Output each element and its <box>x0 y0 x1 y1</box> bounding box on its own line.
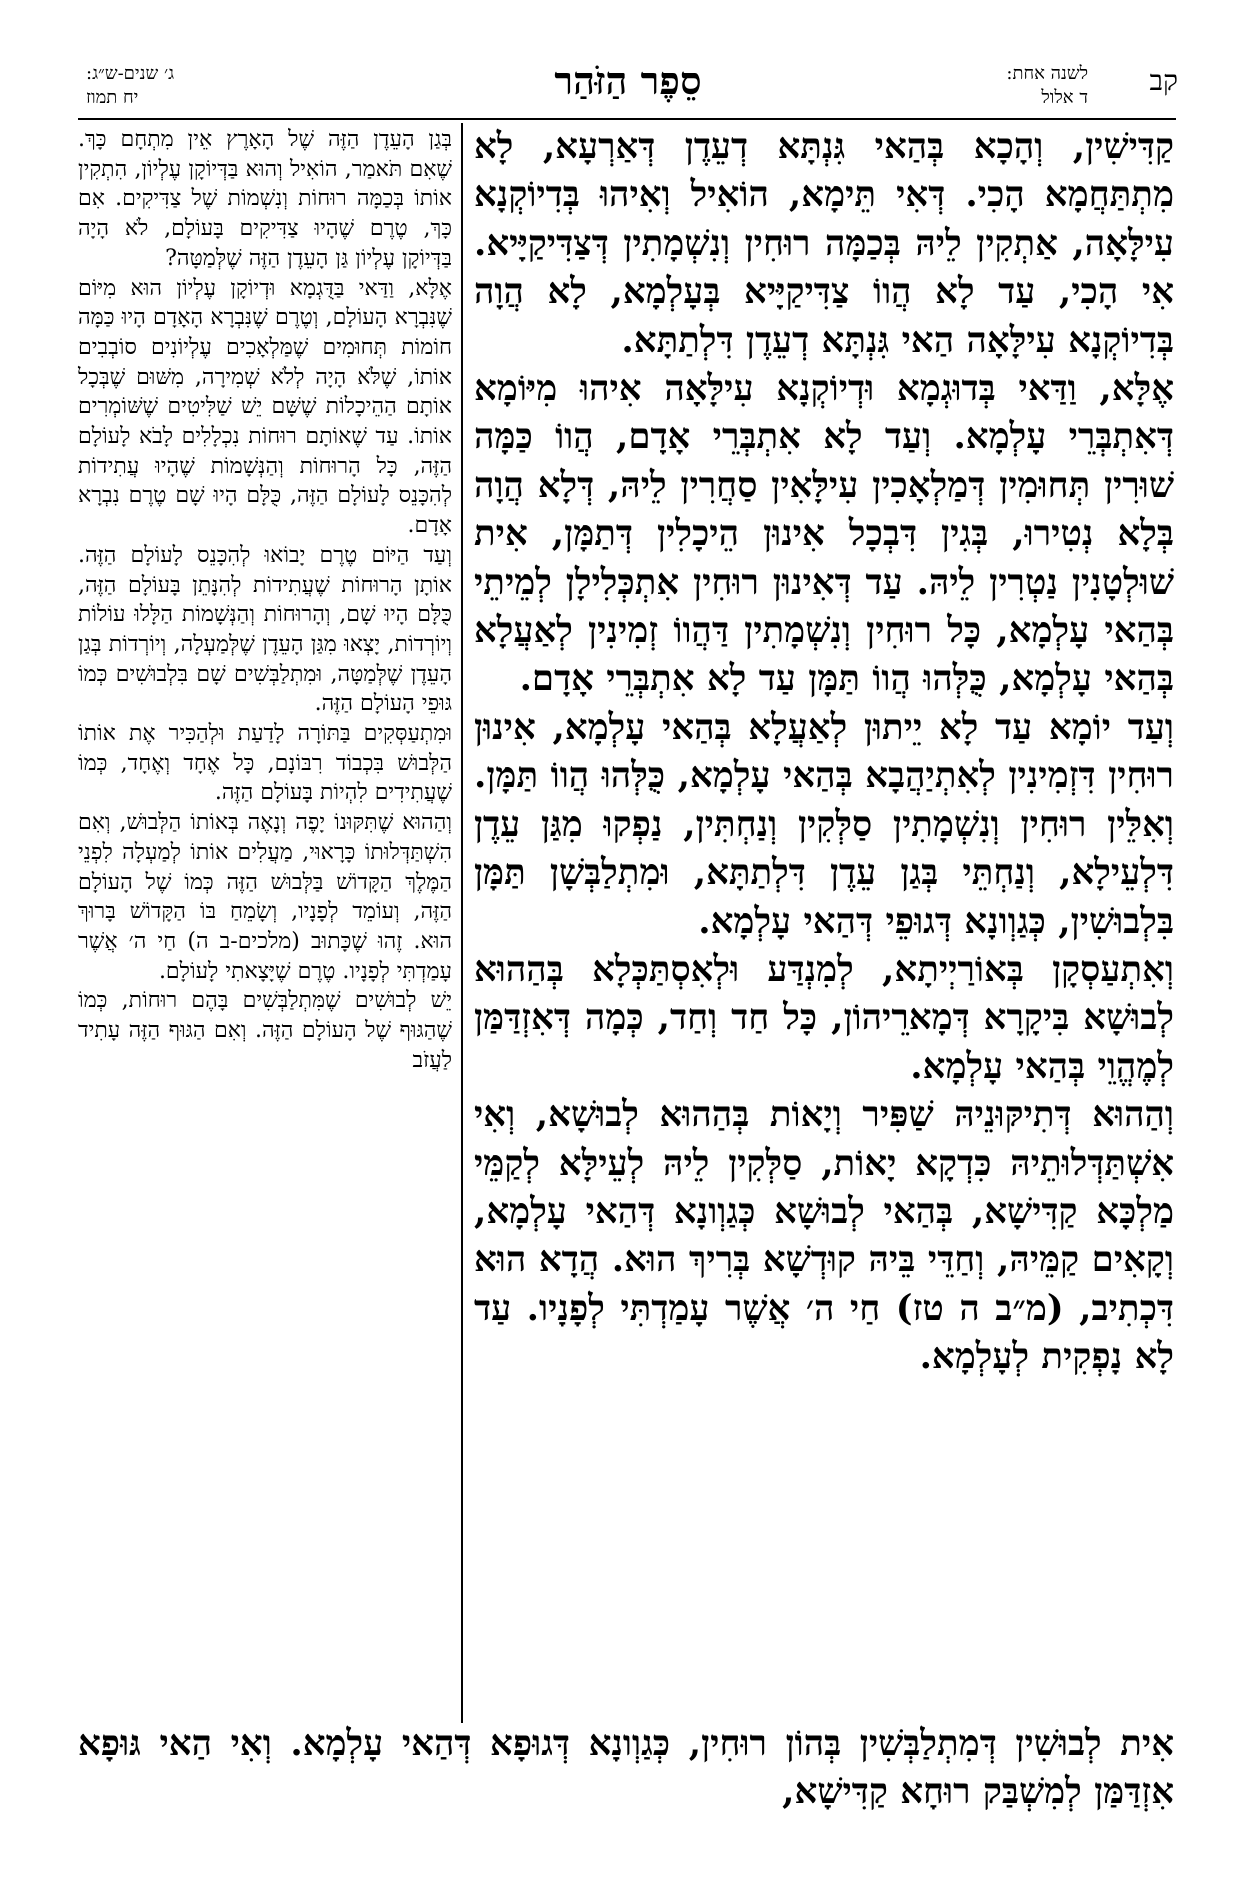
commentary-paragraph: אֶלָּא, וַדַּאי בַּדֻּגְמָא וּדְיוֹקָן עֶלְיוֹן הוּא מִיּוֹם שֶׁנִּבְרָא הָעוֹלָם, וְטֶרֶם שֶׁנִּבְרָא הָאָדָם הָיוּ כַּמָּה חוֹמוֹת תְּחוּמִים שֶׁמַּלְאָכִים עֶלְיוֹנִים סוֹבְבִים אוֹתוֹ, שֶׁלֹּא הָיָה לְלֹא שְׁמִירָה, מִשּׁוּם שֶׁבְּכָל אוֹתָם הַהֵיכָלוֹת שֶׁשָּׁם יֵשׁ שַׁלִּיטִים שֶׁשּׁוֹמְרִים אוֹתוֹ. עַד שֶׁאוֹתָם רוּחוֹת נִכְלָלִים לָבֹא לָעוֹלָם הַזֶּה, כָּל הָרוּחוֹת וְהַנְּשָׁמוֹת שֶׁהָיוּ עֲתִידוֹת לְהִכָּנֵס לָעוֹלָם הַזֶּה, כֻּלָּם הָיוּ שָׁם טֶרֶם נִבְרָא אָדָם. <box>78 275 452 539</box>
running-header <box>78 60 1178 122</box>
book-title: סֵפֶר הַזֹּהַר <box>554 58 702 103</box>
commentary-paragraph: וְעַד הַיּוֹם טֶרֶם יָבוֹאוּ לְהִכָּנֵס לָעוֹלָם הַזֶּה. אוֹתָן הָרוּחוֹת שֶׁעֲתִידוֹת לְהִנָּתֵן בָּעוֹלָם הַזֶּה, כֻּלָּם הָיוּ שָׁם, וְהָרוּחוֹת וְהַנְּשָׁמוֹת הַלָּלוּ עוֹלוֹת וְיוֹרְדוֹת, יָצְאוּ מִגַּן הָעֵדֶן שֶׁלְּמַעְלָה, וְיוֹרְדוֹת בְּגַן הָעֵדֶן שֶׁלְּמַטָּה, וּמִתְלַבְּשִׁים שָׁם בִּלְבוּשִׁים כְּמוֹ גּוּפֵי הָעוֹלָם הַזֶּה. <box>78 542 452 717</box>
header-rule <box>78 118 1176 120</box>
header-left-line1: ג׳ שנים-ש״ג: <box>86 63 175 84</box>
commentary-paragraph: וְהַהוּא שֶׁתִּקּוּנוֹ יָפֶה וְנָאֶה בְּאוֹתוֹ הַלְּבוּשׁ, וְאִם הִשְׁתַּדְּלוּתוֹ כָּרָאוּי, מַעֲלִים אוֹתוֹ לְמַעְלָה לִפְנֵי הַמֶּלֶךְ הַקָּדוֹשׁ בַּלְּבוּשׁ הַזֶּה כְּמוֹ שֶׁל הָעוֹלָם הַזֶּה, וְעוֹמֵד לְפָנָיו, וְשָׂמֵחַ בּוֹ הַקָּדוֹשׁ בָּרוּךְ הוּא. זֶהוּ שֶׁכָּתוּב (מלכים-ב ה) חַי ה׳ אֲשֶׁר עָמַדְתִּי לְפָנָיו. טֶרֶם שֶׁיָּצָאתִי לָעוֹלָם. <box>78 810 452 984</box>
header-left-note <box>86 62 174 110</box>
column-divider <box>461 123 463 1723</box>
commentary-column <box>78 125 452 1076</box>
commentary-paragraph: וּמִתְעַסְּקִים בַּתּוֹרָה לָדַעַת וּלְהַכִּיר אֶת אוֹתוֹ הַלְּבוּשׁ בִּכְבוֹד רִבּוֹנָם, כָּל אֶחָד וְאֶחָד, כְּמוֹ שֶׁעֲתִידִים לִהְיוֹת בָּעוֹלָם הַזֶּה. <box>78 721 452 806</box>
header-right-line2: ד אלול <box>1041 87 1088 108</box>
page-number: קב <box>1149 64 1178 97</box>
header-left-line2: יח תמוז <box>86 87 139 108</box>
main-paragraph: אֶלָּא, וַדַּאי בְּדוּגְמָא וּדְיוֹקְנָא עִילָּאָה אִיהוּ מִיּוֹמָא דְּאִתְבְּרֵי עָלְמָא. וְעַד לָא אִתְבְּרֵי אָדָם, הֲווֹ כַּמָּה שׁוּרִין תְּחוּמִין דְּמַלְאָכִין עִילָּאִין סַחֲרִין לֵיהּ, דְּלָא הֲוָה בְּלָא נְטִירוּ, בְּגִין דִּבְכָל אִינוּן הֵיכָלִין דְּתַמָּן, אִית שׁוּלְטָנִין נַטְרִין לֵיהּ. עַד דְּאִינוּן רוּחִין אִתְכְּלִילָן לְמֵיתֵי בְּהַאי עָלְמָא, כָּל רוּחִין וְנִשְׁמָתִין דַּהֲווֹ זְמִינִין לְאַעֲלָא בְּהַאי עָלְמָא, כֻּלְּהוּ הֲווֹ תַּמָּן עַד לָא אִתְבְּרֵי אָדָם. <box>474 368 1174 700</box>
main-paragraph: וְעַד יוֹמָא עַד לָא יֵיתוּן לְאַעֲלָא בְּהַאי עָלְמָא, אִינוּן רוּחִין דִּזְמִינִין לְאִתְיַהֲבָא בְּהַאי עָלְמָא, כֻּלְּהוּ הֲווֹ תַּמָּן. וְאִלֵּין רוּחִין וְנִשְׁמָתִין סַלְּקִין וְנַחְתִּין, נַפְקוּ מִגַּן עֵדֶן דִּלְעֵילָא, וְנַחְתֵּי בְּגַן עֵדֶן דִּלְתַתָּא, וּמִתְלַבְּשָׁן תַּמָּן בִּלְבוּשִׁין, כְּגַוְונָא דְּגוּפֵי דְּהַאי עָלְמָא. <box>474 706 1174 942</box>
bottom-text <box>78 1720 1174 1817</box>
main-paragraph: קַדִּישִׁין, וְהָכָא בְּהַאי גִּנְתָּא דְעֵדֶן דְּאַרְעָא, לָא מִתְתַּחֲמָא הָכִי. דְּאִי תֵּימָא, הוֹאִיל וְאִיהוּ בְּדִיוֹקְנָא עִילָּאָה, אַתְקִין לֵיהּ בְּכַמָּה רוּחִין וְנִשְׁמָתִין דְּצַדִּיקַיָּיא. אִי הָכִי, עַד לָא הֲווֹ צַדִּיקַיָּיא בְּעָלְמָא, לָא הֲוָה בְּדִיוֹקְנָא עִילָּאָה הַאי גִּנְתָּא דְעֵדֶן דִּלְתַתָּא. <box>474 126 1174 361</box>
main-paragraph: וְאִתְעַסְקָן בְּאוֹרַיְיתָא, לְמִנְדַּע וּלְאִסְתַּכְּלָא בְּהַהוּא לְבוּשָׁא בִּיקָרָא דְּמָארֵיהוֹן, כָּל חַד וְחַד, כְּמָה דְּאִזְדַּמַּן לְמֶהֱוֵי בְּהַאי עָלְמָא. <box>474 948 1174 1087</box>
bottom-paragraph: אִית לְבוּשִׁין דְּמִתְלַבְּשִׁין בְּהוֹן רוּחִין, כְּגַוְונָא דְּגוּפָא דְּהַאי עָלְמָא. וְאִי הַאי גּוּפָא אִזְדַּמַּן לְמִשְׁבַּק רוּחָא קַדִּישָׁא, <box>78 1723 1174 1813</box>
header-right-line1: לשנה אחת: <box>1006 63 1088 84</box>
commentary-paragraph: בְּגַן הָעֵדֶן הַזֶּה שֶׁל הָאָרֶץ אֵין מִתְחָם כָּךְ. שֶׁאִם תֹּאמַר, הוֹאִיל וְהוּא בַּדְּיוֹקָן עֶלְיוֹן, הִתְקִין אוֹתוֹ בְּכַמָּה רוּחוֹת וְנִשְׁמוֹת שֶׁל צַדִּיקִים. אִם כָּךְ, טֶרֶם שֶׁהָיוּ צַדִּיקִים בָּעוֹלָם, לֹא הָיָה בַּדְּיוֹקָן עֶלְיוֹן גַּן הָעֵדֶן הַזֶּה שֶׁלְּמַטָּה? <box>78 127 452 271</box>
main-text-column <box>474 123 1174 1382</box>
commentary-paragraph: יֵשׁ לְבוּשִׁים שֶׁמִּתְלַבְּשִׁים בָּהֶם רוּחוֹת, כְּמוֹ שֶׁהַגּוּף שֶׁל הָעוֹלָם הַזֶּה. וְאִם הַגּוּף הַזֶּה עָתִיד לַעֲזֹב <box>78 988 452 1073</box>
main-paragraph: וְהַהוּא דְּתִיקּוּנֵיהּ שַׁפִּיר וְיָאוֹת בְּהַהוּא לְבוּשָׁא, וְאִי אִשְׁתַּדְּלוּתֵיהּ כִּדְקָא יָאוֹת, סַלְּקִין לֵיהּ לְעֵילָּא לְקַמֵּי מַלְכָּא קַדִּישָׁא, בְּהַאי לְבוּשָׁא כְּגַוְונָא דְּהַאי עָלְמָא, וְקָאִים קַמֵּיהּ, וְחַדֵּי בֵּיהּ קוּדְשָׁא בְּרִיךְ הוּא. הֲדָא הוּא דִּכְתִיב, (מ״ב ה טז) חַי ה׳ אֲשֶׁר עָמַדְתִּי לְפָנָיו. עַד לָא נָפְקִית לְעָלְמָא. <box>474 1094 1174 1378</box>
